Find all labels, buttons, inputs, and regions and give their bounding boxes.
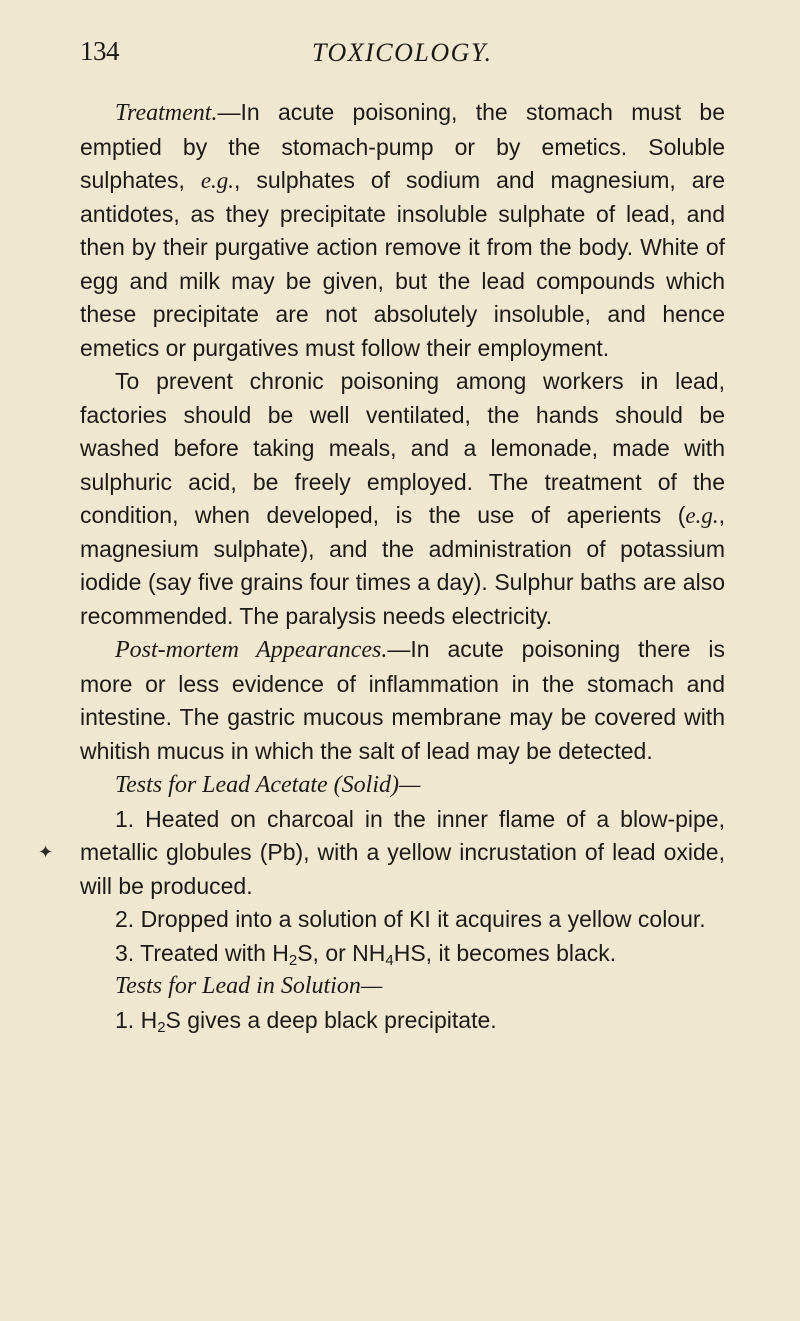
tests-acetate-heading <box>80 768 725 803</box>
prevent-text-1: To prevent chronic poisoning among workers in lead, factories should be well ventilated, the hands should be washed before taking meals, and a lemonade, made with sulphuric acid, be freely employed. The treatment of the condition, when developed, is the use of aperients ( <box>80 368 725 528</box>
page-body <box>80 96 725 1037</box>
solution-item-1-part-a: 1. H <box>115 1006 158 1033</box>
tests-acetate-heading-solid: Solid <box>341 772 392 798</box>
treatment-text-1: —In acute poisoning, the stomach must be emptied by the stomach-pump or by emetics. Soluble sulphates, <box>80 99 725 193</box>
solution-test-item-1 <box>80 1004 725 1038</box>
tests-acetate-heading-2: )— <box>391 772 421 798</box>
treatment-eg: e.g. <box>200 168 235 193</box>
page-number: 134 <box>80 36 119 66</box>
acetate-item-3-part-b: S, or NH <box>297 939 386 966</box>
prevention-paragraph <box>80 365 725 633</box>
treatment-text-2: , sulphates of sodium and magnesium, are antidotes, as they precipitate insoluble sulphate of lead, and then by their purgative action remove it from the body. White of egg and milk may be given, but the lead compounds which these precipitate are not absolutely insoluble, and hence emetics or purgatives must follow their employment. <box>80 167 725 361</box>
postmortem-text: —In acute poisoning there is more or less evidence of inflammation in the stomach and intestine. The gastric mucous membrane may be covered with whitish mucus in which the salt of lead may be detected. <box>80 636 725 764</box>
prevent-text-2: , magnesium sulphate), and the administration of potassium iodide (say five grains four times a day). Sulphur baths are also recommended. The paralysis needs electricity. <box>80 502 725 629</box>
postmortem-heading: Post-mortem Appearances. <box>115 637 388 663</box>
treatment-heading: Treatment. <box>115 100 218 126</box>
acetate-item-3-subscript-1: 2 <box>288 951 298 969</box>
solution-item-1-subscript: 2 <box>157 1018 166 1036</box>
solution-item-1-part-b: S gives a deep black precipitate. <box>165 1006 497 1033</box>
margin-pencil-mark: ✦ <box>38 842 54 862</box>
tests-solution-heading: Tests for Lead in Solution— <box>115 973 383 999</box>
acetate-item-3-part-c: HS, it becomes black. <box>393 939 617 966</box>
prevent-eg: e.g. <box>685 503 719 528</box>
running-head: TOXICOLOGY. <box>312 38 493 67</box>
acetate-test-item-1: 1. Heated on charcoal in the inner flame of a blow-pipe, metallic globules (Pb), with a yellow incrustation of lead oxide, will be produced. <box>80 805 725 899</box>
acetate-item-3-part-a: 3. Treated with H <box>115 939 289 966</box>
treatment-paragraph <box>80 96 725 365</box>
postmortem-paragraph <box>80 633 725 768</box>
acetate-item-3-subscript-2: 4 <box>385 951 394 969</box>
tests-acetate-heading-1: Tests for Lead Acetate ( <box>115 772 342 798</box>
acetate-test-item-3 <box>80 937 725 971</box>
acetate-test-item-2: 2. Dropped into a solution of KI it acquires a yellow colour. <box>115 906 706 932</box>
